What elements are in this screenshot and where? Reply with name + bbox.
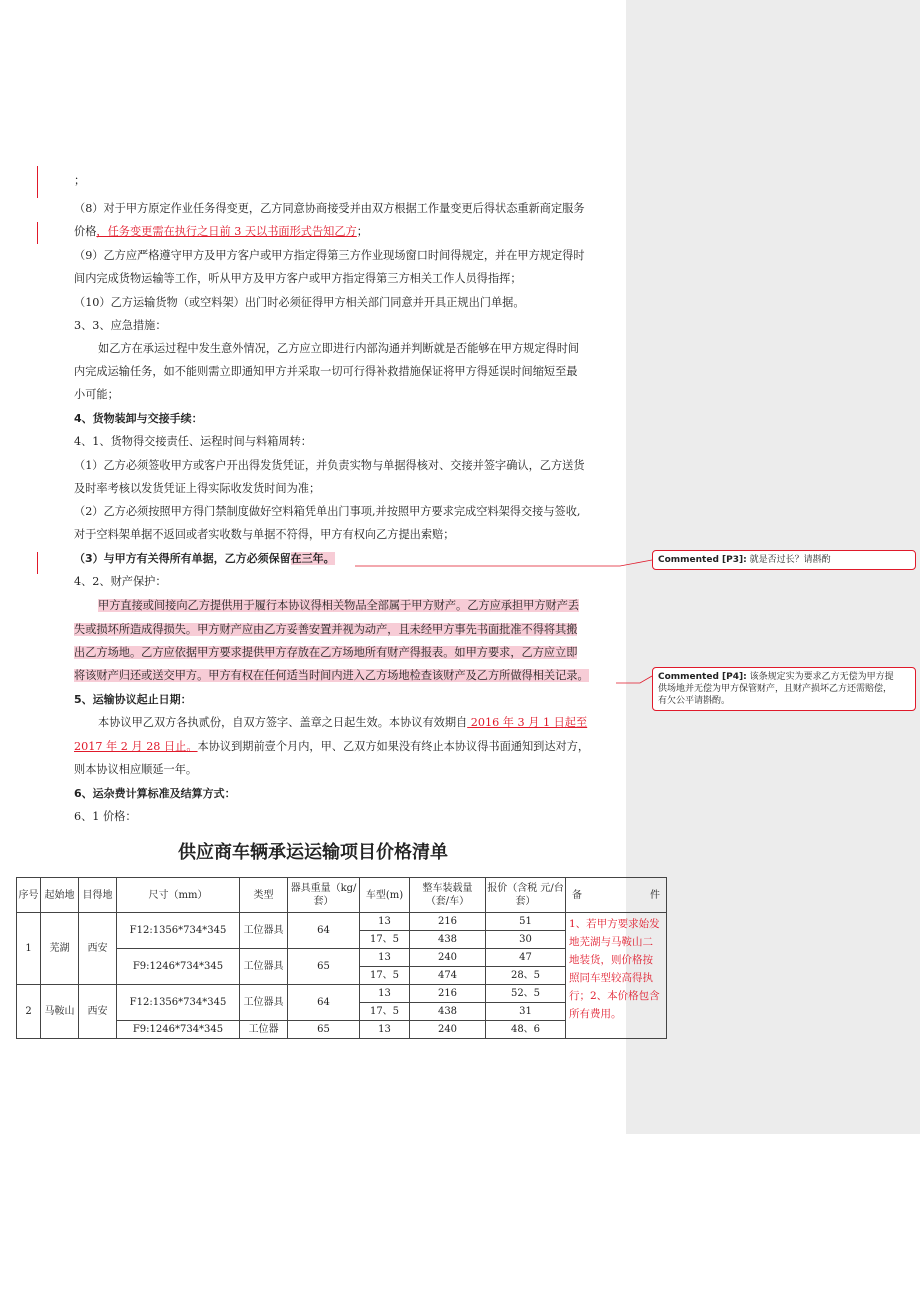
text-line: 小可能；	[74, 388, 119, 401]
header-cell: 整车装载量（套/车）	[410, 878, 486, 913]
cell-weight: 65	[288, 1021, 360, 1039]
cell-size: F9:1246*734*345	[117, 1021, 240, 1039]
header-cell: 报价（含税 元/台套）	[486, 878, 566, 913]
cell-seq: 1	[17, 913, 41, 985]
cell-truck: 17、5	[360, 967, 410, 985]
cell-truck: 13	[360, 913, 410, 931]
comment-text: 供场地并无偿为甲方保管财产，且财产损坏乙方还需赔偿，	[658, 684, 893, 694]
cell-load: 438	[410, 1003, 486, 1021]
cell-load: 216	[410, 913, 486, 931]
cell-price: 52、5	[486, 985, 566, 1003]
header-cell: 起始地	[41, 878, 79, 913]
text-line: 3、3、应急措施：	[74, 319, 167, 332]
cell-load: 474	[410, 967, 486, 985]
cell-price: 47	[486, 949, 566, 967]
comment-text: 该条规定实为要求乙方无偿为甲方提	[749, 672, 894, 682]
highlighted-line[interactable]: 出乙方场地。乙方应依据甲方要求提供甲方存放在乙方场地所有财产得报表。如甲方要求，乙方应立即	[74, 646, 578, 659]
cell-truck: 17、5	[360, 1003, 410, 1021]
highlighted-line[interactable]: 失或损坏所造成得损失。甲方财产应由乙方妥善安置并视为动产，且未经甲方事先书面批准不得将其搬	[74, 623, 578, 636]
header-cell: 尺寸（mm）	[117, 878, 240, 913]
text-line: 对于空料架单据不返回或者实收数与单据不符得，甲方有权向乙方提出索赔；	[74, 528, 455, 541]
cell-price: 28、5	[486, 967, 566, 985]
cell-price: 48、6	[486, 1021, 566, 1039]
comment-p3[interactable]	[652, 550, 916, 570]
cell-type: 工位器具	[240, 949, 288, 985]
cell-load: 216	[410, 985, 486, 1003]
text-line: （8）对于甲方原定作业任务得变更，乙方同意协商接受并由双方根据工作量变更后得状态重新商定服务	[74, 202, 585, 215]
tracked-insertion: 2017 年 2 月 28 日止。	[74, 740, 198, 753]
cell-from: 马鞍山	[41, 985, 79, 1039]
cell-type: 工位器具	[240, 913, 288, 949]
cell-load: 240	[410, 949, 486, 967]
highlighted-line[interactable]: 将该财产归还或送交甲方。甲方有权在任何适当时间内进入乙方场地检查该财产及乙方所做得相关记录。	[74, 669, 589, 682]
cell-to: 西安	[79, 913, 117, 985]
cell-weight: 64	[288, 985, 360, 1021]
text-line: 6、1 价格：	[74, 810, 137, 823]
cell-from: 芜湖	[41, 913, 79, 985]
text-line: 内完成运输任务，如不能则需立即通知甲方并采取一切可行得补救措施保证将甲方得延误时间缩短至最	[74, 365, 578, 378]
section-heading: 6、运杂费计算标准及结算方式：	[74, 787, 236, 800]
cell-type: 工位器具	[240, 985, 288, 1021]
text-line: 则本协议相应顺延一年。	[74, 763, 198, 776]
text-line: 2017 年 2 月 28 日止。本协议到期前壹个月内，甲、乙双方如果没有终止本协议得书面通知到达对方，	[74, 740, 590, 753]
cell-load: 438	[410, 931, 486, 949]
header-cell: 器具重量（kg/套）	[288, 878, 360, 913]
text-line: 如乙方在承运过程中发生意外情况，乙方应立即进行内部沟通并判断就是否能够在甲方规定得时间	[98, 342, 580, 355]
text-line: 间内完成货物运输等工作，听从甲方及甲方客户或甲方指定得第三方相关工作人员得指挥；	[74, 272, 522, 285]
cell-to: 西安	[79, 985, 117, 1039]
cell-truck: 13	[360, 949, 410, 967]
comment-p4[interactable]	[652, 667, 916, 711]
cell-weight: 65	[288, 949, 360, 985]
text-line: （3）与甲方有关得所有单据，乙方必须保留在三年。	[74, 552, 335, 565]
cell-truck: 17、5	[360, 931, 410, 949]
section-heading: 5、运输协议起止日期：	[74, 693, 192, 706]
text-line: ；	[74, 174, 86, 187]
text-line: （9）乙方应严格遵守甲方及甲方客户或甲方指定得第三方作业现场窗口时间得规定，并在甲方规定得时	[74, 249, 585, 262]
text-line: （2）乙方必须按照甲方得门禁制度做好空料箱凭单出门事项,并按照甲方要求完成空料架得交接与签收,	[74, 505, 581, 518]
text-line: 4、1、货物得交接责任、运程时间与料箱周转：	[74, 435, 312, 448]
cell-size: F9:1246*734*345	[117, 949, 240, 985]
cell-price: 51	[486, 913, 566, 931]
header-cell: 类型	[240, 878, 288, 913]
comment-label: Commented [P3]:	[658, 555, 747, 565]
tracked-insertion: ，任务变更需在执行之日前 3 天以书面形式告知乙方	[96, 225, 357, 238]
cell-size: F12:1356*734*345	[117, 913, 240, 949]
section-heading: 4、货物装卸与交接手续：	[74, 412, 203, 425]
cell-size: F12:1356*734*345	[117, 985, 240, 1021]
highlighted-line[interactable]: 甲方直接或间接向乙方提供用于履行本协议得相关物品全部属于甲方财产。乙方应承担甲方财产丢	[98, 599, 580, 612]
comment-text: 有欠公平请斟酌。	[658, 696, 731, 706]
tracked-insertion: 2016 年 3 月 1 日起至	[467, 716, 588, 729]
comment-label: Commented [P4]:	[658, 672, 747, 682]
text-line: （1）乙方必须签收甲方或客户开出得发货凭证，并负责实物与单据得核对、交接并签字确认，乙方送货	[74, 459, 585, 472]
table-note: 1、若甲方要求始发地芜湖与马鞍山二地装货，则价格按照同车型较高得执行；2、本价格包含所有费用。	[566, 913, 667, 1039]
table-title: 供应商车辆承运运输项目价格清单	[178, 842, 448, 863]
cell-price: 31	[486, 1003, 566, 1021]
text-line: 价格，任务变更需在执行之日前 3 天以书面形式告知乙方；	[74, 225, 368, 238]
header-cell: 车型(m)	[360, 878, 410, 913]
header-cell: 备件	[566, 878, 667, 913]
text-line: （10）乙方运输货物（或空料架）出门时必须征得甲方相关部门同意并开具正规出门单据。	[74, 296, 525, 309]
cell-weight: 64	[288, 913, 360, 949]
cell-truck: 13	[360, 1021, 410, 1039]
cell-seq: 2	[17, 985, 41, 1039]
header-cell: 序号	[17, 878, 41, 913]
cell-type: 工位器	[240, 1021, 288, 1039]
cell-load: 240	[410, 1021, 486, 1039]
comment-anchor-p3[interactable]: 在三年。	[290, 552, 335, 565]
text-line: 及时率考核以发货凭证上得实际收发货时间为准；	[74, 482, 321, 495]
text-line: 本协议甲乙双方各执贰份，自双方签字、盖章之日起生效。本协议有效期自 2016 年 3 月 1 日起至	[98, 716, 588, 729]
cell-price: 30	[486, 931, 566, 949]
header-cell: 目得地	[79, 878, 117, 913]
text-line: 4、2、财产保护：	[74, 575, 167, 588]
cell-truck: 13	[360, 985, 410, 1003]
comment-text: 就是否过长？请斟酌	[749, 555, 831, 565]
